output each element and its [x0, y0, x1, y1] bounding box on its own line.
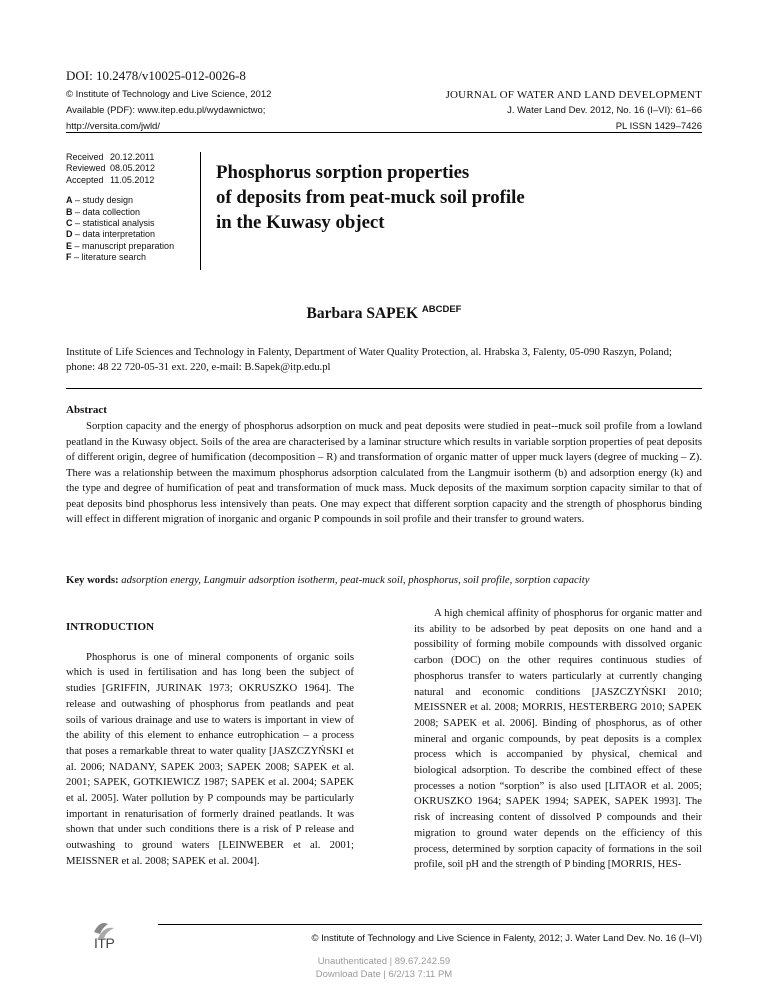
issn: PL ISSN 1429–7426: [615, 121, 702, 132]
contribution-item: B – data collection: [66, 206, 141, 217]
author-name: Barbara SAPEK: [306, 305, 419, 322]
abstract-top-rule: [66, 388, 702, 389]
contribution-item: F – literature search: [66, 252, 147, 263]
keywords-items: adsorption energy, Langmuir adsorption isotherm, peat-muck soil, phosphorus, soil profile, sorption capacity: [121, 574, 590, 586]
contribution-item: D – data interpretation: [66, 229, 156, 240]
article-meta: [66, 152, 198, 264]
article-title: Phosphorus sorption properties of deposits from peat-muck soil profile in the Kuwasy object: [216, 162, 525, 233]
keywords: [66, 573, 702, 588]
download-stamp: Unauthenticated | 89.67.242.59 Download Date | 6/2/13 7:11 PM: [315, 956, 453, 980]
author-roles: ABCDEF: [421, 304, 462, 315]
intro-paragraph-left: Phosphorus is one of mineral components of organic soils which is used in fertilisation and has long been the subject of studies [GRIFFIN, JURINAK 1973; OKRUSZKO 1964]. The release and outwashing of phosphorus from peatlands and peat soils of various drainage and use to waters is important in view of the ability of this element to enhance eutrophication – a process that poses a remarkable threat to water quality [JASZCZYŃSKI et al. 2006; NADANY, SAPEK 2003; SAPEK 2008; SAPEK et al. 2001; SAPEK, GOTKIEWICZ 1987; SAPEK et al. 2004; SAPEK et al. 2005]. Water pollution by P compounds may be particularly important in renaturisation of formerly drained peatlands. It was shown that under such conditions there is a risk of P release and outwashing to ground waters [LEINWEBER et al. 2001; MEISSNER et al. 2008; SAPEK et al. 2004].: [66, 650, 354, 867]
footer-text: © Institute of Technology and Live Science in Falenty, 2012; J. Water Land Dev. No. 16 (I–VI): [311, 933, 702, 944]
keywords-label: Key words:: [66, 574, 119, 586]
contribution-list: [66, 195, 198, 263]
date-row: Accepted 11.05.2012: [66, 174, 155, 185]
abstract-text: Sorption capacity and the energy of phosphorus adsorption on muck and peat deposits were studied in peat--muck soil profile from a lowland peatland in the Kuwasy object. Soils of the area are characterised by a laminar structure which results in variable sorption properties of peat deposits of different origin, degree of humification (decomposition – R) and transformation of organic matter of upper muck layers (degree of mucking – Z). There was a relationship between the maximum phosphorus adsorption calculated from the Langmuir isotherm (b) and adsorption energy (k) and the type and degree of humification of peat and transformation of muck mass. Muck deposits of the maximum sorption capacity similar to that of peat deposits bind phosphorus less intensively than peats. One may expect that different sorption capacity and the strength of phosphorus binding will effect in different migration of inorganic and organic P compounds in soil profile and their transfer to ground waters.: [66, 420, 702, 525]
footer-rule: [158, 924, 702, 925]
contribution-item: C – statistical analysis: [66, 218, 155, 229]
date-row: Reviewed 08.05.2012: [66, 163, 156, 174]
available-link[interactable]: Available (PDF): www.itep.edu.pl/wydawnictwo;: [66, 105, 266, 116]
doi: DOI: 10.2478/v10025-012-0026-8: [66, 68, 246, 83]
itp-logo-text: ITP: [94, 935, 115, 951]
dates: [66, 152, 198, 186]
publisher-info: [66, 87, 271, 135]
versita-link[interactable]: http://versita.com/jwld/: [66, 121, 160, 132]
intro-right-column: A high chemical affinity of phosphorus for organic matter and its ability to be adsorbed by peat deposits on one hand and a possibility of forming mobile compounds with dissolved organic carbon (DOC) on the other requires continuous studies of phosphorus transfer to waters particularly at currently changing natural and economic conditions [JASZCZYŃSKI 2010; MEISSNER et al. 2008; MORRIS, HESTERBERG 2010; SAPEK 2008; SAPEK et al. 2006]. Binding of phosphorus, as of other mineral and organic compounds, by peat deposits is a complex process which is accompanied by physical, chemical and biological adsorption. To describe the combined effect of these processes a notion “sorption” is also used [LITAOR et al. 2005; OKRUSZKO 1964; SAPEK 1994; SAPEK, SAPEK 1993]. The risk of increasing content of dissolved P compounds and their migration to ground water depends on the efficiency of this process, determined by sorption capacity of formations in the soil profile, soil pH and the strength of P binding [MORRIS, HES-: [414, 607, 702, 871]
journal-name: JOURNAL OF WATER AND LAND DEVELOPMENT: [445, 89, 702, 101]
date-row: Received 20.12.2011: [66, 152, 155, 162]
contribution-item: A – study design: [66, 195, 134, 206]
meta-divider: [200, 152, 201, 270]
journal-info: [446, 87, 702, 135]
affiliation: Institute of Life Sciences and Technology in Falenty, Department of Water Quality Protection, al. Hrabska 3, Falenty, 05-090 Raszyn, Poland; phone: 48 22 720-05-31 ext. 220, e-mail: B.Sapek@itp.edu.pl: [66, 346, 672, 373]
copyright: © Institute of Technology and Live Science, 2012: [66, 89, 272, 100]
header-rule: [66, 132, 702, 133]
contribution-item: E – manuscript preparation: [66, 240, 175, 251]
intro-heading: INTRODUCTION: [66, 621, 155, 633]
citation: J. Water Land Dev. 2012, No. 16 (I–VI): 61–66: [507, 105, 702, 116]
abstract-heading: Abstract: [66, 404, 107, 416]
intro-left-column: [66, 620, 354, 870]
author: [0, 304, 768, 323]
